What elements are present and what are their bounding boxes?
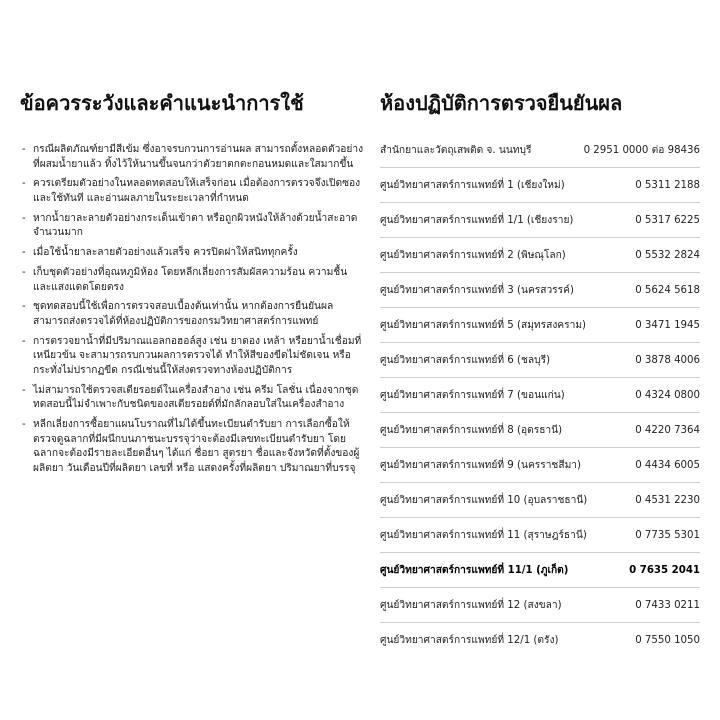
labs-section bbox=[380, 92, 700, 657]
lab-name: ศูนย์วิทยาศาสตร์การแพทย์ที่ 11/1 (ภูเก็ต) bbox=[380, 565, 569, 576]
lab-name: ศูนย์วิทยาศาสตร์การแพทย์ที่ 12 (สงขลา) bbox=[380, 600, 562, 611]
lab-name: ศูนย์วิทยาศาสตร์การแพทย์ที่ 3 (นครสวรรค์) bbox=[380, 285, 574, 296]
lab-name: ศูนย์วิทยาศาสตร์การแพทย์ที่ 2 (พิษณุโลก) bbox=[380, 250, 566, 261]
lab-name: ศูนย์วิทยาศาสตร์การแพทย์ที่ 12/1 (ตรัง) bbox=[380, 635, 559, 646]
lab-phone: 0 5311 2188 bbox=[635, 179, 700, 191]
precautions-section bbox=[20, 92, 368, 482]
lab-name: ศูนย์วิทยาศาสตร์การแพทย์ที่ 10 (อุบลราชธานี) bbox=[380, 495, 588, 506]
lab-phone: 0 3471 1945 bbox=[635, 319, 700, 331]
lab-row bbox=[380, 378, 700, 413]
precaution-item: - ไม่สามารถใช้ตรวจสเตียรอยด์ในเครื่องสำอาง เช่น ครีม โลชั่น เนื่องจากชุดทดสอบนี้ไม่จำเพาะกับชนิดของสเตียรอยด์ที่มักลักลอบใส่ในเครื่องสำอาง bbox=[20, 384, 368, 413]
precaution-item: - กรณีผลิตภัณฑ์ยามีสีเข้ม ซึ่งอาจรบกวนการอ่านผล สามารถตั้งหลอดตัวอย่างที่ผสมน้ำยาแล้ว ทิ้งไว้ให้นานขึ้นจนกว่าตัวยาตกตะกอนหมดและใสมากขึ้น bbox=[20, 143, 368, 172]
precaution-item: - การตรวจยาน้ำที่มีปริมาณแอลกอฮอล์สูง เช่น ยาดอง เหล้า หรือยาน้ำเชื่อมที่เหนียวข้น จะสามารถรบกวนผลการตรวจได้ ทำให้สีของขีดไม่ชัดเจน หรือกระทั่งไม่ปรากฏขีด กรณีเช่นนี้ให้ส่งตรวจทางห้องปฏิบัติการ bbox=[20, 335, 368, 379]
lab-phone: 0 7735 5301 bbox=[635, 529, 700, 541]
lab-name: ศูนย์วิทยาศาสตร์การแพทย์ที่ 1/1 (เชียงราย) bbox=[380, 215, 574, 226]
precaution-item: - ชุดทดสอบนี้ใช้เพื่อการตรวจสอบเบื้องต้นเท่านั้น หากต้องการยืนยันผลสามารถส่งตรวจได้ที่ห้องปฏิบัติการของกรมวิทยาศาสตร์การแพทย์ bbox=[20, 300, 368, 329]
precaution-item: - ควรเตรียมตัวอย่างในหลอดทดสอบให้เสร็จก่อน เมื่อต้องการตรวจจึงเปิดซองและใช้ทันที และอ่านผลภายในระยะเวลาที่กำหนด bbox=[20, 177, 368, 206]
lab-row bbox=[380, 168, 700, 203]
lab-phone: 0 3878 4006 bbox=[635, 354, 700, 366]
lab-name: ศูนย์วิทยาศาสตร์การแพทย์ที่ 11 (สุราษฎร์ธานี) bbox=[380, 530, 587, 541]
lab-row bbox=[380, 623, 700, 657]
lab-row bbox=[380, 343, 700, 378]
lab-phone: 0 4531 2230 bbox=[635, 494, 700, 506]
lab-row bbox=[380, 133, 700, 168]
lab-phone: 0 4324 0800 bbox=[635, 389, 700, 401]
labs-table bbox=[380, 133, 700, 657]
lab-phone: 0 5624 5618 bbox=[635, 284, 700, 296]
lab-phone: 0 5532 2824 bbox=[635, 249, 700, 261]
lab-phone: 0 4220 7364 bbox=[635, 424, 700, 436]
lab-name: สำนักยาและวัตถุเสพติด จ. นนทบุรี bbox=[380, 145, 532, 156]
lab-row bbox=[380, 588, 700, 623]
lab-name: ศูนย์วิทยาศาสตร์การแพทย์ที่ 9 (นครราชสีมา) bbox=[380, 460, 581, 471]
precaution-item: - เก็บชุดตัวอย่างที่อุณหภูมิห้อง โดยหลีกเลี่ยงการสัมผัสความร้อน ความชื้น และแสงแดดโดยตรง bbox=[20, 266, 368, 295]
lab-row bbox=[380, 413, 700, 448]
lab-name: ศูนย์วิทยาศาสตร์การแพทย์ที่ 1 (เชียงใหม่) bbox=[380, 180, 565, 191]
lab-name: ศูนย์วิทยาศาสตร์การแพทย์ที่ 5 (สมุทรสงคราม) bbox=[380, 320, 587, 331]
lab-name: ศูนย์วิทยาศาสตร์การแพทย์ที่ 7 (ขอนแก่น) bbox=[380, 390, 565, 401]
lab-phone: 0 5317 6225 bbox=[635, 214, 700, 226]
lab-phone: 0 4434 6005 bbox=[635, 459, 700, 471]
lab-name: ศูนย์วิทยาศาสตร์การแพทย์ที่ 6 (ชลบุรี) bbox=[380, 355, 551, 366]
lab-row bbox=[380, 308, 700, 343]
precaution-item: - หากน้ำยาละลายตัวอย่างกระเด็นเข้าตา หรือถูกผิวหนังให้ล้างด้วยน้ำสะอาดจำนวนมาก bbox=[20, 212, 368, 241]
labs-title: ห้องปฏิบัติการตรวจยืนยันผล bbox=[380, 91, 623, 115]
lab-row bbox=[380, 273, 700, 308]
lab-row bbox=[380, 483, 700, 518]
lab-row bbox=[380, 448, 700, 483]
lab-row bbox=[380, 518, 700, 553]
precaution-item: - หลีกเลี่ยงการซื้อยาแผนโบราณที่ไม่ได้ขึ้นทะเบียนตำรับยา การเลือกซื้อให้ตรวจดูฉลากที่มีผนึกบนภาชนะบรรจุว่าจะต้องมีเลขทะเบียนตำรับยา โดยฉลากจะต้องมีรายละเอียดอื่นๆ ได้แก่ ชื่อยา สูตรยา ชื่อและจังหวัดที่ตั้งของผู้ผลิตยา วันเดือนปีที่ผลิตยา เลขที่ หรือ แสดงครั้งที่ผลิตยา ปริมาณยาที่บรรจุ bbox=[20, 418, 368, 476]
lab-row-highlighted bbox=[380, 553, 700, 588]
lab-row bbox=[380, 238, 700, 273]
lab-phone: 0 7433 0211 bbox=[635, 599, 700, 611]
lab-row bbox=[380, 203, 700, 238]
precautions-list bbox=[20, 143, 368, 476]
precaution-item: - เมื่อใช้น้ำยาละลายตัวอย่างแล้วเสร็จ ควรปิดฝาให้สนิททุกครั้ง bbox=[20, 246, 368, 261]
precautions-title: ข้อควรระวังและคำแนะนำการใช้ bbox=[20, 91, 304, 115]
lab-phone: 0 7635 2041 bbox=[629, 564, 700, 576]
lab-phone: 0 7550 1050 bbox=[635, 634, 700, 646]
lab-phone: 0 2951 0000 ต่อ 98436 bbox=[583, 145, 700, 156]
lab-name: ศูนย์วิทยาศาสตร์การแพทย์ที่ 8 (อุดรธานี) bbox=[380, 425, 563, 436]
